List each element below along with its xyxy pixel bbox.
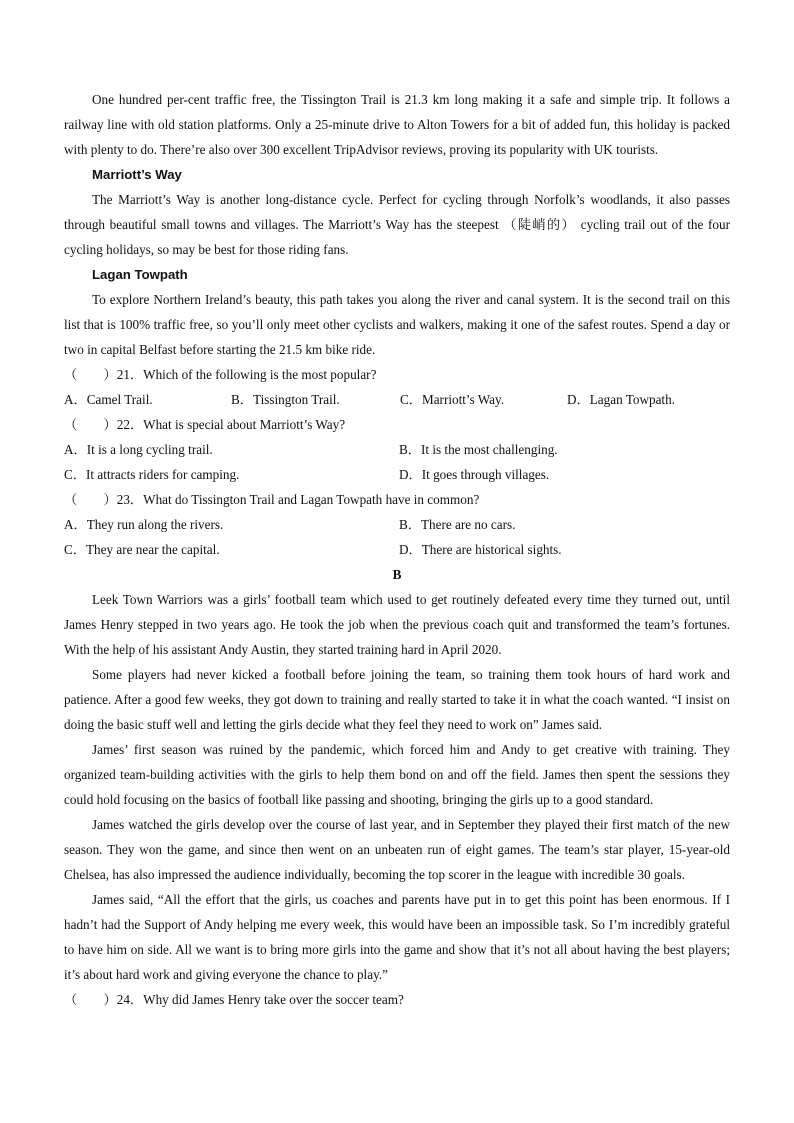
question-21-option-c: C．Marriott’s Way. — [400, 392, 505, 407]
question-22-options-row-2 — [64, 462, 730, 487]
passage-b-label: B — [392, 567, 402, 582]
question-22-option-b: B．It is the most challenging. — [399, 442, 558, 457]
question-22-options-row-1 — [64, 437, 730, 462]
passage-a-paragraph-1: One hundred per-cent traffic free, the Tissington Trail is 21.3 km long making it a safe and simple trip. It follows a railway line with old station platforms. Only a 25-minute drive to Alton Towers for a bit of added fun, this holiday is packed with plenty to do. There’re also over 300 excellent TripAdvisor reviews, proving its popularity with UK tourists. — [64, 92, 730, 157]
question-24-stem: （ ）24．Why did James Henry take over the soccer team? — [64, 992, 404, 1007]
question-23-option-a: A．They run along the rivers. — [64, 517, 224, 532]
passage-b-paragraph-1: Leek Town Warriors was a girls’ football team which used to get routinely defeated every time they turned out, until James Henry stepped in two years ago. He took the job when the previous coach quit and transformed the team’s fortunes. With the help of his assistant Andy Austin, they started training hard in April 2020. — [64, 592, 730, 657]
question-23-options-row-1 — [64, 512, 730, 537]
question-22-option-c: C．It attracts riders for camping. — [64, 467, 240, 482]
question-23-option-c: C．They are near the capital. — [64, 542, 220, 557]
question-21-option-b: B．Tissington Trail. — [231, 392, 340, 407]
question-21-stem: （ ）21．Which of the following is the most popular? — [64, 367, 377, 382]
document-page — [64, 87, 730, 1012]
heading-marriotts-way: Marriott’s Way — [92, 167, 182, 182]
passage-b-paragraph-5: James said, “All the effort that the girls, us coaches and parents have put in to get this point has been enormous. If I hadn’t had the Support of Andy helping me every week, this would have been an impossible task. So I’m incredibly grateful to have him on side. All we want is to bring more girls into the game and show that it’s not all about having the best players; it’s about hard work and giving everyone the chance to play.” — [64, 892, 730, 982]
question-21-option-d: D．Lagan Towpath. — [567, 392, 675, 407]
passage-b-paragraph-2: Some players had never kicked a football before joining the team, so training them took hours of hard work and patience. After a good few weeks, they got down to training and really started to take it in what the coach wanted. “I insist on doing the basic stuff well and letting the girls decide what they feel they need to work on” James said. — [64, 667, 730, 732]
question-23-stem: （ ）23．What do Tissington Trail and Lagan Towpath have in common? — [64, 492, 480, 507]
question-23-option-b: B．There are no cars. — [399, 517, 516, 532]
passage-b-paragraph-4: James watched the girls develop over the course of last year, and in September they played their first match of the new season. They won the game, and since then went on an unbeaten run of eight games. The team’s star player, 15-year-old Chelsea, has also impressed the audience individually, becoming the top scorer in the league with incredible 30 goals. — [64, 817, 730, 882]
question-22-option-a: A．It is a long cycling trail. — [64, 442, 213, 457]
question-21-options — [64, 387, 730, 412]
question-22-stem: （ ）22．What is special about Marriott’s Way? — [64, 417, 346, 432]
passage-a-paragraph-lagan: To explore Northern Ireland’s beauty, this path takes you along the river and canal system. It is the second trail on this list that is 100% traffic free, so you’ll only meet other cyclists and walkers, making it one of the safest routes. Spend a day or two in capital Belfast before starting the 21.5 km bike ride. — [64, 292, 730, 357]
question-23-option-d: D．There are historical sights. — [399, 542, 562, 557]
heading-lagan-towpath: Lagan Towpath — [92, 267, 188, 282]
question-23-options-row-2 — [64, 537, 730, 562]
passage-b-paragraph-3: James’ first season was ruined by the pandemic, which forced him and Andy to get creative with training. They organized team-building activities with the girls to help them bond on and off the field. James then spent the sessions they could hold focusing on the basics of football like passing and shooting, bringing the girls up to a good standard. — [64, 742, 730, 807]
question-21-option-a: A．Camel Trail. — [64, 392, 153, 407]
passage-a-paragraph-marriott: The Marriott’s Way is another long-distance cycle. Perfect for cycling through Norfolk’s woodlands, it also passes through beautiful small towns and villages. The Marriott’s Way has the steepest （陡峭的） cycling trail out of the four cycling holidays, so may be best for those riding fans. — [64, 192, 730, 257]
question-22-option-d: D．It goes through villages. — [399, 467, 550, 482]
